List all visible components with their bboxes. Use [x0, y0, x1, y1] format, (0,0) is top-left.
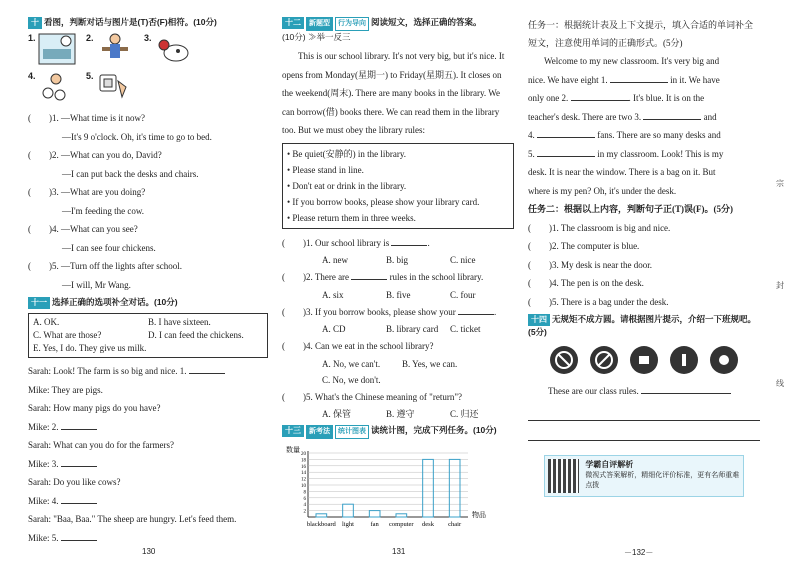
talk-line — [28, 418, 268, 437]
answer-blank[interactable] — [458, 306, 497, 317]
tf-item: ( )3. My desk is near the door. — [528, 259, 652, 270]
tf-item: ( )1. The classroom is big and nice. — [528, 222, 671, 233]
talk-line: Sarah: How many pigs do you have? — [28, 403, 161, 413]
answer-blank[interactable] — [61, 458, 97, 467]
rule-item: • Please return them in three weeks. — [287, 212, 416, 223]
essay-text: teacher's desk. There are two 3. — [528, 111, 642, 122]
qr-panel — [544, 455, 744, 497]
cow-feeding-icon — [154, 33, 192, 65]
true-false-list — [528, 219, 760, 312]
writing-line[interactable] — [528, 425, 760, 441]
talk-line — [28, 492, 268, 511]
boy-desk-icon — [96, 33, 134, 65]
x-tick-label: blackboard — [306, 521, 336, 528]
options — [282, 287, 514, 303]
answer-blank-1[interactable] — [610, 74, 668, 83]
picture-1 — [28, 33, 76, 65]
question: ( )4. Can we eat in the school library? — [282, 341, 434, 351]
option: D. I can feed the chickens. — [148, 330, 244, 340]
library-rules-box — [282, 143, 514, 229]
essay-text: and — [703, 111, 717, 122]
talk-text: Mike: 5. — [28, 532, 59, 543]
writing-start-text: These are our class rules. — [548, 386, 639, 396]
essay-text: nice. We have eight 1. — [528, 74, 608, 85]
page-130 — [28, 16, 268, 566]
question-end: . — [427, 237, 430, 248]
section-13-header — [282, 424, 514, 439]
section-number: 十三 — [282, 425, 304, 437]
x-tick-label: fan — [370, 521, 379, 528]
answer-blank-2[interactable] — [571, 92, 629, 101]
options — [282, 406, 514, 422]
dialog-answer: —I can see four chickens. — [62, 242, 156, 253]
y-tick-label: 4 — [303, 503, 306, 509]
tf-item: ( )5. There is a bag under the desk. — [528, 296, 669, 307]
dialog-list — [28, 109, 268, 294]
answer-blank[interactable] — [391, 237, 430, 248]
essay-line — [528, 108, 760, 127]
picture-3 — [144, 33, 192, 65]
options — [282, 321, 514, 337]
essay-line — [528, 71, 760, 90]
chart-xlabel: 物品 — [472, 511, 486, 519]
options — [282, 356, 514, 372]
reading-questions — [282, 234, 514, 423]
page-number: 130 — [142, 547, 156, 556]
essay-text: fans. There are so many desks and — [597, 130, 721, 140]
essay-line: where is my pen? Oh, it's under the desk. — [528, 185, 677, 196]
light-switch-icon — [96, 71, 134, 103]
dialog-question: ( )1. —What time is it now? — [28, 113, 145, 123]
answer-blank[interactable] — [61, 421, 97, 430]
talk-text: Mike: 2. — [28, 421, 59, 432]
option: E. Yes, I do. They give us milk. — [33, 343, 147, 353]
picture-number: 3. — [144, 33, 152, 43]
y-tick-label: 6 — [303, 496, 306, 502]
section-title: 无规矩不成方圆。请根据图片提示，介绍一下班规吧。(5分) — [528, 314, 757, 337]
dialog-question: ( )4. —What can you see? — [28, 224, 138, 234]
essay-line — [528, 89, 760, 108]
chart-bars — [316, 459, 460, 517]
option-a[interactable]: A. CD — [322, 324, 346, 334]
essay-text: 5. — [528, 148, 535, 159]
answer-blank[interactable] — [351, 271, 387, 280]
dialog-answer: —I can put back the desks and chairs. — [62, 168, 199, 179]
no-running-sign-icon — [590, 346, 618, 374]
section-number: 十四 — [528, 314, 550, 326]
option-a[interactable]: A. new — [322, 255, 348, 265]
question-end: rules in the school library. — [389, 272, 484, 282]
dialog-answer: —I will, Mr Wang. — [62, 279, 131, 290]
answer-blank[interactable] — [61, 532, 97, 541]
bar-desk — [423, 459, 434, 517]
picture-number: 5. — [86, 71, 94, 81]
essay-text: 4. — [528, 130, 535, 140]
answer-blank[interactable] — [189, 365, 225, 374]
option-b[interactable]: B. library card — [386, 324, 439, 334]
binding-mark: 封 — [776, 281, 784, 290]
essay-line — [528, 145, 760, 164]
y-tick-label: 2 — [303, 509, 306, 515]
dialog-answer: —I'm feeding the cow. — [62, 205, 145, 216]
dialog-question: ( )3. —What are you doing? — [28, 187, 146, 197]
talk-line: Sarah: What can you do for the farmers? — [28, 440, 175, 450]
talk-line — [28, 362, 268, 381]
y-tick-label: 18 — [301, 458, 306, 464]
y-tick-label: 10 — [301, 484, 306, 489]
dialog-question: ( )2. —What can you do, David? — [28, 150, 162, 160]
bed-clock-icon — [38, 33, 76, 65]
chickens-icon — [38, 71, 76, 103]
question-text: ( )3. If you borrow books, please show your — [282, 306, 456, 317]
new-method-tag: 新考法 — [306, 425, 333, 439]
answer-blank-4[interactable] — [537, 129, 595, 138]
picture-number: 2. — [86, 33, 94, 43]
y-tick-label: 20 — [301, 452, 306, 457]
page-131 — [282, 16, 514, 566]
rule-item: • Don't eat or drink in the library. — [287, 180, 407, 191]
task-1-instruction: 任务一：根据统计表及上下文提示，填入合适的单词补全短文，注意使用单词的正确形式。(5分) — [528, 20, 754, 48]
essay-line: Welcome to my new classroom. It's very big and — [544, 56, 720, 66]
answer-blank[interactable] — [61, 495, 97, 504]
bar-fan — [369, 511, 380, 517]
question-end: . — [493, 306, 497, 317]
essay-text: in it. We have — [670, 74, 720, 85]
qr-text: 微视式答案解析，精细化评价标准，更有名师重难点拨 — [585, 472, 740, 489]
question — [282, 268, 514, 287]
x-tick-label: chair — [448, 521, 462, 528]
section-14-header — [528, 313, 760, 338]
section-title: 看图，判断对话与图片是(T)否(F)相符。(10分) — [44, 17, 217, 27]
option-c[interactable]: C. 归还 — [450, 409, 479, 419]
x-tick-label: computer — [389, 521, 414, 528]
talk-text: Sarah: Look! The farm is so big and nice. 1. — [28, 366, 187, 376]
question-text: ( )1. Our school library is — [282, 237, 390, 248]
essay-line — [528, 126, 760, 145]
section-10-header — [28, 16, 268, 29]
behavior-tag: 行为导向 — [335, 17, 369, 31]
new-type-tag: 新题型 — [306, 17, 333, 31]
page-number: －132－ — [624, 548, 654, 557]
stand-in-line-sign-icon — [670, 346, 698, 374]
rule-signs — [528, 346, 760, 374]
options — [282, 372, 514, 388]
dialog-question: ( )5. —Turn off the lights after school. — [28, 261, 182, 271]
section-number: 十一 — [28, 297, 50, 309]
section-title: 读统计图，完成下列任务。(10分) — [371, 425, 497, 435]
binding-mark: 线 — [776, 379, 784, 388]
no-talking-sign-icon — [550, 346, 578, 374]
raise-hand-sign-icon — [710, 346, 738, 374]
bar-chart — [282, 443, 514, 529]
option: A. OK. — [33, 317, 60, 327]
section-number: 十 — [28, 17, 42, 29]
talk-text: Mike: 4. — [28, 495, 59, 506]
picture-row-2 — [28, 71, 268, 103]
writing-line[interactable] — [528, 405, 760, 421]
chart-x-ticks — [307, 521, 462, 528]
chart-grid — [301, 452, 468, 515]
rule-item: • Be quiet(安静的) in the library. — [287, 148, 407, 159]
option-b[interactable]: B. Yes, we can. — [402, 358, 458, 369]
reading-passage: This is our school library. It's not very big, but it's nice. It opens from Monday(星期一) to Friday(星期五). It closes on the weekend(周末). There are many books in the library. We can borrow(借) books there. We can read them in the library too. But we must obey the library rules: — [282, 51, 505, 135]
talk-text: Mike: 3. — [28, 458, 59, 469]
writing-start — [528, 382, 760, 401]
talk-line — [28, 529, 268, 548]
picture-5 — [86, 71, 134, 103]
binding-mark: 宗 — [776, 179, 784, 188]
option-c[interactable]: C. nice — [450, 255, 476, 265]
rule-item: • Please stand in line. — [287, 164, 364, 175]
picture-number: 1. — [28, 33, 36, 43]
bar-computer — [396, 514, 407, 517]
tf-item: ( )2. The computer is blue. — [528, 241, 640, 251]
section-12-header — [282, 16, 514, 43]
question — [282, 234, 514, 253]
picture-number: 4. — [28, 71, 36, 81]
x-tick-label: light — [342, 521, 354, 528]
page-132 — [528, 16, 760, 566]
option-a[interactable]: A. No, we can't. — [322, 358, 381, 369]
conversation — [28, 362, 268, 547]
y-tick-label: 14 — [301, 471, 306, 477]
talk-line — [28, 455, 268, 474]
qr-title: 学霸自评解析 — [585, 460, 634, 469]
picture-2 — [86, 33, 134, 65]
picture-row-1 — [28, 33, 268, 65]
chart-tag: 统计图表 — [335, 425, 369, 439]
option-b[interactable]: B. five — [386, 289, 411, 300]
essay-text: in my classroom. Look! This is my — [597, 148, 724, 159]
writing-blank[interactable] — [641, 385, 731, 394]
essay-text: only one 2. — [528, 93, 569, 103]
picture-4 — [28, 71, 76, 103]
talk-line: Sarah: "Baa, Baa." The sheep are hungry. Let's feed them. — [28, 514, 237, 524]
listen-carefully-sign-icon — [630, 346, 658, 374]
question — [282, 303, 514, 322]
tf-item: ( )4. The pen is on the desk. — [528, 278, 644, 288]
page-number: 131 — [392, 547, 406, 556]
option-a[interactable]: A. six — [322, 289, 344, 300]
essay-line: desk. It is near the window. There is a bag on it. But — [528, 167, 716, 177]
option-b[interactable]: B. 遵守 — [386, 409, 415, 419]
option-c[interactable]: C. four — [450, 289, 476, 300]
options — [282, 252, 514, 268]
dialog-answer: —It's 9 o'clock. Oh, it's time to go to bed. — [62, 131, 212, 142]
talk-line: Sarah: Do you like cows? — [28, 477, 121, 487]
bar-blackboard — [316, 514, 327, 517]
y-tick-label: 16 — [301, 464, 306, 470]
section-subtitle: (10分) ≫举一反三 — [282, 32, 351, 42]
y-tick-label: 12 — [301, 477, 306, 483]
task-2-instruction: 任务二：根据以上内容，判断句子正(T)误(F)。(5分) — [528, 204, 733, 214]
option: C. What are those? — [33, 330, 102, 340]
x-tick-label: desk — [422, 521, 434, 528]
essay-text: . It's blue. It is on the — [628, 93, 705, 103]
question-text: ( )2. There are — [282, 272, 350, 282]
option-c[interactable]: C. ticket — [450, 324, 481, 334]
bar-chair — [449, 459, 460, 517]
option-b[interactable]: B. big — [386, 255, 409, 265]
answer-blank-3[interactable] — [643, 111, 701, 120]
answer-blank-5[interactable] — [537, 148, 595, 157]
options-box — [28, 313, 268, 358]
chart-ylabel: 数量 — [286, 446, 300, 454]
option-a[interactable]: A. 保管 — [322, 409, 351, 419]
section-title: 选择正确的选项补全对话。(10分) — [52, 297, 178, 307]
section-title: 阅读短文，选择正确的答案。 — [371, 17, 482, 27]
cloze-essay — [528, 52, 760, 200]
option: B. I have sixteen. — [148, 317, 211, 327]
talk-line: Mike: They are pigs. — [28, 384, 103, 395]
rule-item: • If you borrow books, please show your library card. — [287, 196, 480, 207]
section-number: 十二 — [282, 17, 304, 29]
section-11-header — [28, 296, 268, 309]
y-tick-label: 8 — [303, 490, 306, 496]
question: ( )5. What's the Chinese meaning of "return"? — [282, 391, 463, 402]
qr-code-icon[interactable] — [548, 459, 579, 493]
option-c[interactable]: C. No, we don't. — [322, 374, 381, 385]
